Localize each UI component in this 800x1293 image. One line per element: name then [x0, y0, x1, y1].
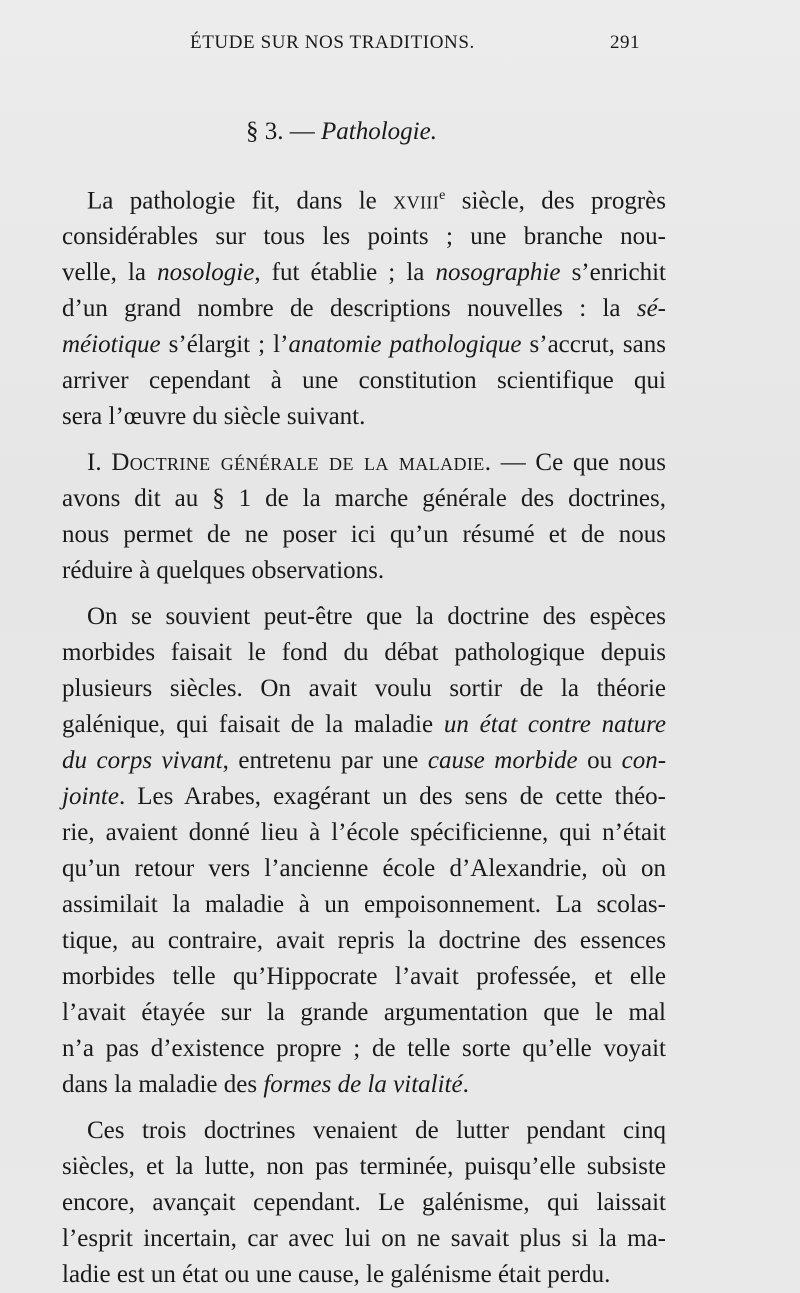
text-run: d’un grand nombre de descriptions nouvelles : la: [62, 295, 637, 323]
text-run: siècle, des progrès: [445, 187, 666, 215]
text-run: l’avait étayée sur la grande argumentation que le mal: [62, 999, 666, 1027]
text-run: avons dit au § 1 de la marche générale des doctrines,: [62, 485, 666, 513]
text-run: nous permet de ne poser ici qu’un résumé et de nous: [62, 521, 666, 549]
page-number: 291: [610, 32, 640, 53]
text-line: [62, 995, 666, 1031]
text-run: ou: [577, 747, 622, 775]
text-line: [62, 851, 666, 887]
text-run: encore, avançait cependant. Le galénisme, qui laissait: [62, 1189, 666, 1217]
text-run: rie, avaient donné lieu à l’école spécificienne, qui n’était: [62, 819, 666, 847]
text-run: dans la maladie des: [62, 1071, 264, 1099]
text-line: [62, 923, 666, 959]
text-run: arriver cependant à une constitution scientifique qui: [62, 367, 666, 395]
text-run: n’a pas d’existence propre ; de telle sorte qu’elle voyait: [62, 1035, 666, 1063]
text-run: , entretenu par une: [222, 747, 428, 775]
text-run: Ces trois doctrines venaient de lutter pendant cinq: [62, 1117, 666, 1145]
text-line: [62, 1185, 666, 1221]
text-line: [62, 1257, 666, 1293]
text-run: s’enrichit: [560, 259, 666, 287]
text-run: morbides faisait le fond du débat pathologique depuis: [62, 639, 666, 667]
text-run: tique, au contraire, avait repris la doctrine des essences: [62, 927, 666, 955]
text-line: [62, 445, 666, 481]
text-run: ladie est un état ou une cause, le galénisme était perdu.: [62, 1261, 611, 1289]
text-run: assimilait la maladie à un empoisonnement. La scolas-: [62, 891, 666, 919]
text-run: , fut établie ; la: [254, 259, 436, 287]
text-run: . — Ce que nous: [484, 449, 667, 477]
text-run: velle, la: [62, 259, 158, 287]
paragraph-pathologie-intro: [62, 178, 666, 435]
text-line: [62, 815, 666, 851]
section-title: Pathologie.: [321, 118, 437, 145]
italic-run: formes de la vitalité: [263, 1071, 463, 1099]
text-line: [62, 219, 666, 255]
paragraph-especes-morbides: [62, 599, 666, 1103]
paragraph-doctrine-generale: [62, 445, 666, 589]
text-run: On se souvient peut-être que la doctrine des espèces: [62, 603, 666, 631]
superscript: e: [439, 188, 446, 203]
small-caps-run: Doctrine générale de la maladie: [111, 449, 485, 477]
text-line: [62, 178, 666, 219]
small-caps-run: xviii: [393, 187, 440, 215]
text-run: considérables sur tous les points ; une branche nou-: [62, 223, 666, 251]
text-line: [62, 517, 666, 553]
text-run: galénique, qui faisait de la maladie: [62, 711, 444, 739]
text-line: [62, 291, 666, 327]
text-line: [62, 1113, 666, 1149]
italic-run: anatomie pathologique: [288, 331, 522, 359]
text-line: [62, 671, 666, 707]
text-line: [62, 399, 666, 435]
text-line: [62, 481, 666, 517]
text-line: [62, 1067, 666, 1103]
section-number: § 3. —: [246, 118, 315, 145]
text-line: [62, 707, 666, 743]
text-line: [62, 553, 666, 589]
italic-run: con-: [621, 747, 667, 775]
paragraph-trois-doctrines: [62, 1113, 666, 1293]
text-run: s’élargit ; l’: [160, 331, 289, 359]
text-run: sera l’œuvre du siècle suivant.: [62, 403, 366, 431]
section-heading: [246, 118, 437, 146]
text-line: [62, 1149, 666, 1185]
body-text: [62, 178, 666, 1293]
text-line: [62, 779, 666, 815]
text-run: . Les Arabes, exagérant un des sens de cette théo-: [118, 783, 666, 811]
italic-run: du corps vivant: [62, 747, 223, 775]
text-run: I.: [62, 449, 112, 477]
italic-run: sé-: [636, 295, 666, 323]
text-line: [62, 959, 666, 995]
text-line: [62, 635, 666, 671]
text-run: s’accrut, sans: [521, 331, 666, 359]
text-line: [62, 327, 666, 363]
text-line: [62, 363, 666, 399]
text-run: qu’un retour vers l’ancienne école d’Alexandrie, où on: [62, 855, 666, 883]
text-run: siècles, et la lutte, non pas terminée, puisqu’elle subsiste: [62, 1153, 666, 1181]
text-run: La pathologie fit, dans le: [62, 187, 394, 215]
italic-run: nosologie: [157, 259, 255, 287]
running-title: ÉTUDE SUR NOS TRADITIONS.: [190, 32, 475, 53]
text-run: réduire à quelques observations.: [62, 557, 385, 585]
italic-run: jointe: [62, 783, 119, 811]
italic-run: cause morbide: [427, 747, 578, 775]
italic-run: un état contre nature: [443, 711, 666, 739]
italic-run: méiotique: [62, 331, 161, 359]
text-line: [62, 1031, 666, 1067]
text-run: morbides telle qu’Hippocrate l’avait professée, et elle: [62, 963, 666, 991]
text-line: [62, 599, 666, 635]
text-line: [62, 255, 666, 291]
text-line: [62, 1221, 666, 1257]
text-run: l’esprit incertain, car avec lui on ne savait plus si la ma-: [62, 1225, 666, 1253]
text-line: [62, 743, 666, 779]
text-run: plusieurs siècles. On avait voulu sortir de la théorie: [62, 675, 666, 703]
italic-run: nosographie: [435, 259, 561, 287]
text-line: [62, 887, 666, 923]
text-run: .: [462, 1071, 469, 1099]
